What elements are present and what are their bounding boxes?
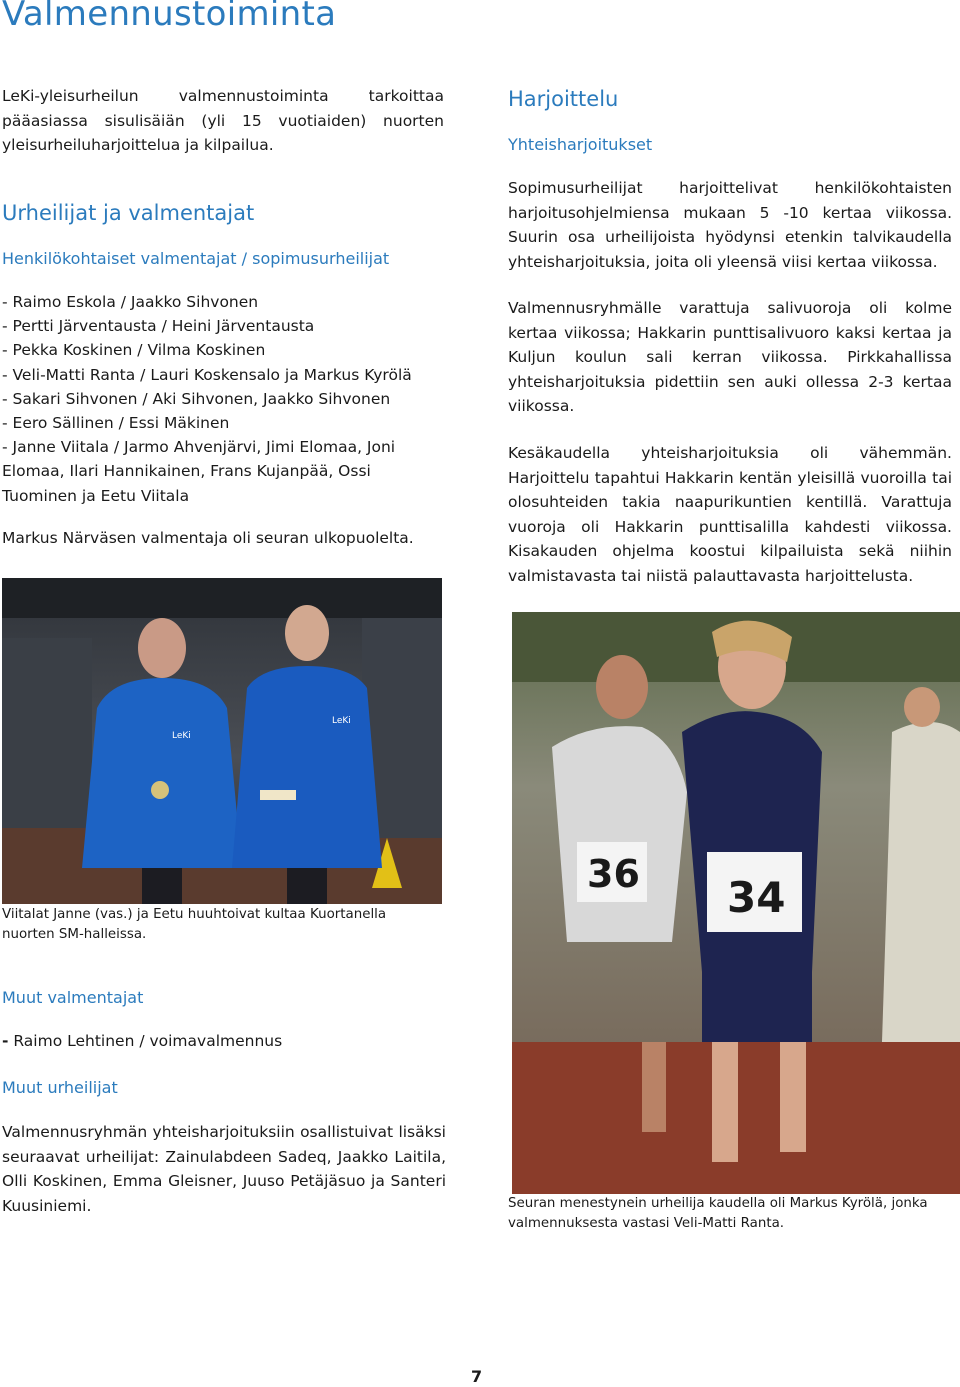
intro-paragraph: LeKi-yleisurheilun valmennustoiminta tarkoittaa pääasiassa sisulisäiän (yli 15 vuotiaiden) nuorten yleisurheiluharjoittelua ja kilpailua. — [2, 87, 444, 154]
coach-athlete-list — [2, 290, 412, 508]
photo-caption-right: Seuran menestynein urheilija kaudella oli Markus Kyrölä, jonka valmennuksesta vastasi Veli-Matti Ranta. — [508, 1196, 928, 1231]
other-athletes-heading: Muut urheilijat — [2, 1078, 118, 1097]
other-coaches-heading: Muut valmentajat — [2, 988, 144, 1007]
list-item: - Pekka Koskinen / Vilma Koskinen — [2, 341, 266, 360]
outside-coach-note: Markus Närväsen valmentaja oli seuran ulkopuolelta. — [2, 529, 414, 547]
photo-viitalat — [2, 578, 442, 904]
training-heading: Harjoittelu — [508, 87, 619, 111]
photo-caption-left: Viitalat Janne (vas.) ja Eetu huuhtoivat kultaa Kuortanella nuorten SM-halleissa. — [2, 907, 387, 942]
other-coaches-dash: - — [2, 1032, 9, 1050]
bib-number-left: 36 — [587, 852, 640, 896]
athletes-heading: Urheilijat ja valmentajat — [2, 201, 255, 225]
list-item: - Sakari Sihvonen / Aki Sihvonen, Jaakko Sihvonen — [2, 389, 391, 408]
photo-kyrola — [512, 612, 960, 1194]
list-item: - Pertti Järventausta / Heini Järventausta — [2, 317, 315, 336]
list-item: Elomaa, Ilari Hannikainen, Frans Kujanpää, Ossi — [2, 462, 371, 481]
photo-viitalat-graphic — [2, 578, 442, 904]
training-paragraph-2: Valmennusryhmälle varattuja salivuoroja oli kolme kertaa viikossa; Hakkarin punttisalivuoro kaksi kertaa ja Kuljun koulun sali kerran viikossa. Pirkkahallissa yhteisharjoituksia pidettiin sen auki ollessa 2-3 kertaa viikossa. — [508, 299, 952, 415]
other-coaches-line — [2, 1029, 282, 1054]
page-number: 7 — [471, 1367, 483, 1386]
other-coaches-text: Raimo Lehtinen / voimavalmennus — [8, 1032, 283, 1050]
jacket-logo-right: LeKi — [332, 716, 351, 726]
training-paragraph-1: Sopimusurheilijat harjoittelivat henkilökohtaisten harjoitusohjelmiensa mukaan 5 -10 kertaa viikossa. Suurin osa urheilijoista hyödynsi etenkin talvikaudella yhteisharjoituksia, joita oli yleensä viisi kertaa viikossa. — [508, 179, 952, 271]
athletes-subheading: Henkilökohtaiset valmentajat / sopimusurheilijat — [2, 249, 390, 268]
photo-kyrola-graphic — [512, 612, 960, 1194]
list-item: - Janne Viitala / Jarmo Ahvenjärvi, Jimi Elomaa, Joni — [2, 438, 396, 457]
list-item: - Veli-Matti Ranta / Lauri Koskensalo ja Markus Kyrölä — [2, 365, 412, 384]
list-item: Tuominen ja Eetu Viitala — [2, 486, 190, 505]
list-item: - Eero Sällinen / Essi Mäkinen — [2, 414, 230, 433]
bib-number-right: 34 — [727, 873, 786, 922]
other-athletes-paragraph: Valmennusryhmän yhteisharjoituksiin osallistuivat lisäksi seuraavat urheilijat: Zainulabdeen Sadeq, Jaakko Laitila, Olli Koskinen, Emma Gleisner, Juuso Petäjäsuo ja Santeri Kuusiniemi. — [2, 1123, 446, 1215]
list-item: - Raimo Eskola / Jaakko Sihvonen — [2, 293, 259, 311]
jacket-logo-left: LeKi — [172, 731, 191, 741]
page-title: Valmennustoiminta — [2, 0, 337, 34]
training-subheading: Yhteisharjoitukset — [508, 135, 653, 154]
training-paragraph-3: Kesäkaudella yhteisharjoituksia oli vähemmän. Harjoittelu tapahtui Hakkarin kentän yleisillä vuoroilla tai olosuhteiden takia naapurikuntien kentillä. Varattuja vuoroja oli Hakkarin punttisalilla kahdesti viikossa. Kisakauden ohjelma koostui kilpailuista sekä niihin valmistavasta tai niistä palauttavasta harjoittelusta. — [508, 444, 952, 585]
